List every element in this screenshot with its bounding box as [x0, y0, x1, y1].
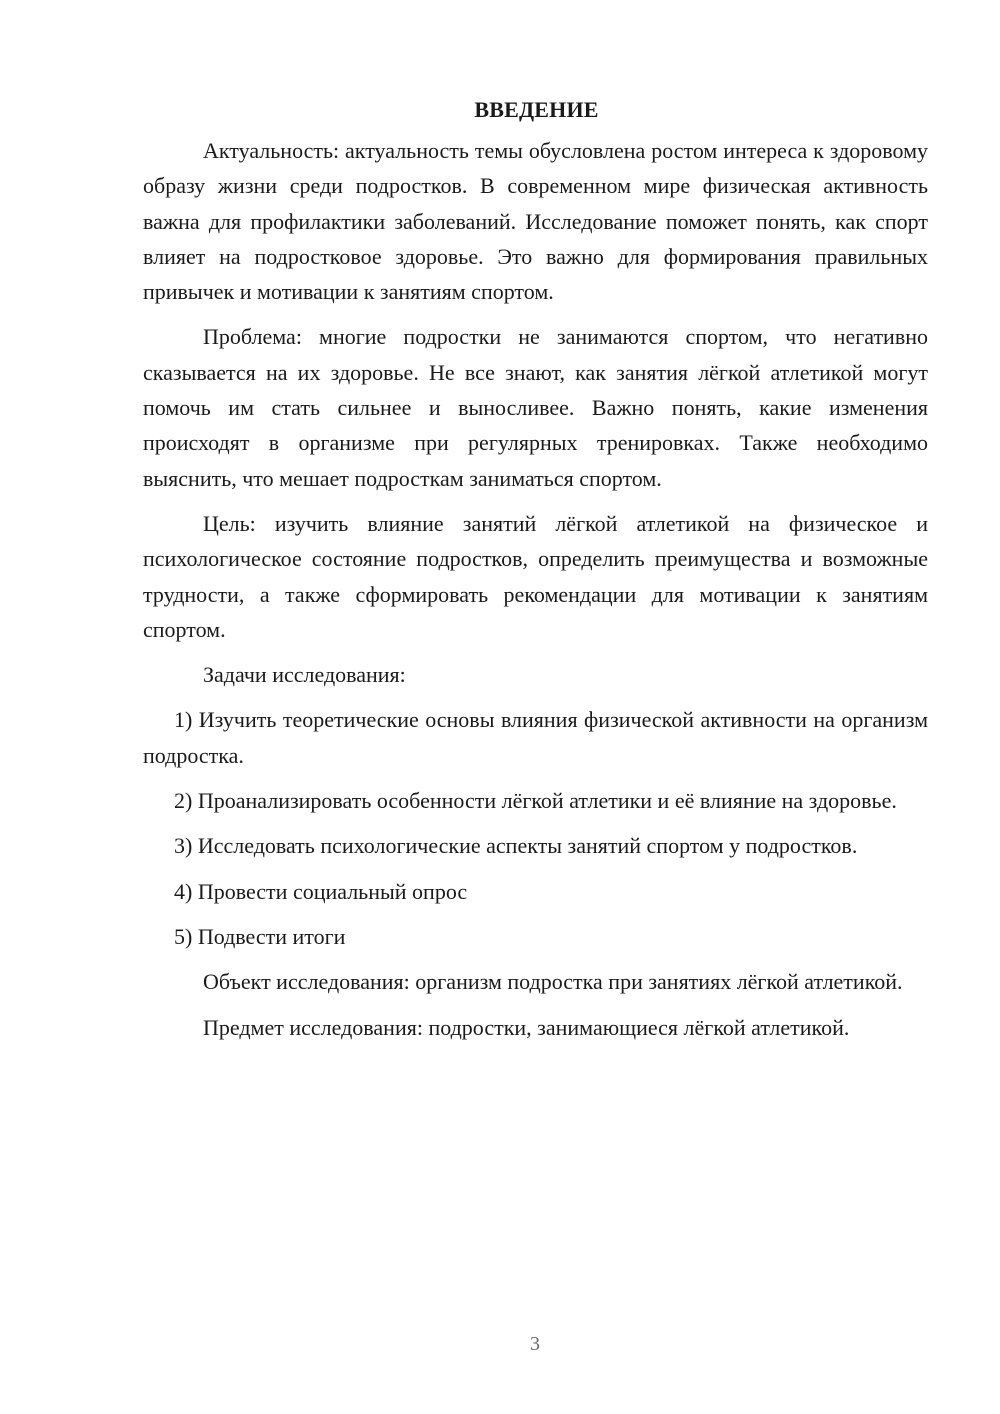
task-item-3: 3) Исследовать психологические аспекты занятий спортом у подростков. — [174, 833, 858, 859]
goal-paragraph: Цель: изучить влияние занятий лёгкой атлетикой на физическое и психологическое состояние подростков, определить преимущества и возможные трудности, а также сформировать рекомендации для мотивации к занятиям спортом. — [143, 510, 928, 642]
relevance-paragraph: Актуальность: актуальность темы обусловлена ростом интереса к здоровому образу жизни среди подростков. В современном мире физическая активность важна для профилактики заболеваний. Исследование поможет понять, как спорт влияет на подростковое здоровье. Это важно для формирования правильных привычек и мотивации к занятиям спортом. — [143, 138, 928, 305]
page-title: ВВЕДЕНИЕ — [474, 97, 599, 122]
page-number: 3 — [530, 1333, 540, 1355]
task-item-1: 1) Изучить теоретические основы влияния физической активности на организм подростка. — [143, 707, 928, 768]
object-paragraph: Объект исследования: организм подростка при занятиях лёгкой атлетикой. — [203, 969, 903, 995]
page-content — [143, 92, 928, 1045]
tasks-heading: Задачи исследования: — [203, 662, 406, 688]
subject-paragraph: Предмет исследования: подростки, занимающиеся лёгкой атлетикой. — [203, 1014, 850, 1040]
task-item-4: 4) Провести социальный опрос — [174, 878, 468, 904]
task-item-2: 2) Проанализировать особенности лёгкой атлетики и её влияние на здоровье. — [174, 788, 897, 814]
problem-paragraph: Проблема: многие подростки не занимаются спортом, что негативно сказывается на их здоровье. Не все знают, как занятия лёгкой атлетикой могут помочь им стать сильнее и выносливее. Важно понять, какие изменения происходят в организме при регулярных тренировках. Также необходимо выяснить, что мешает подросткам заниматься спортом. — [143, 324, 928, 491]
task-item-5: 5) Подвести итоги — [174, 923, 346, 949]
